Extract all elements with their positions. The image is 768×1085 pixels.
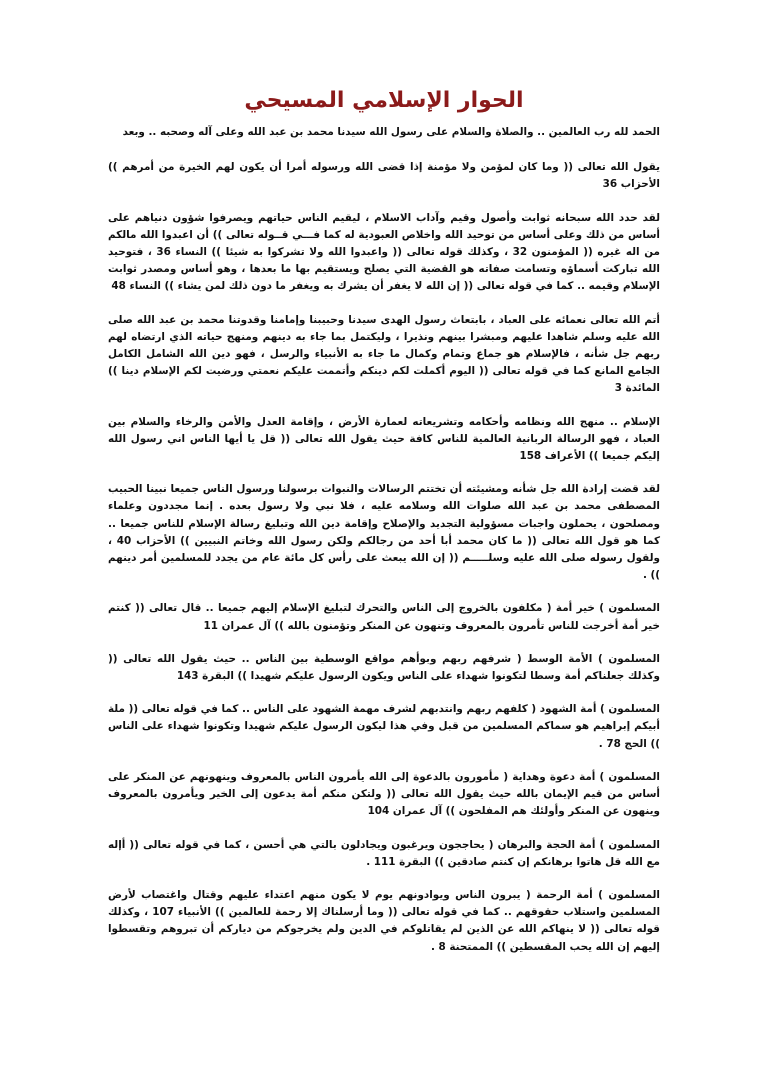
paragraph-final-prophet: لقد قضت إرادة الله جل شأنه ومشيئته أن تختتم الرسالات والنبوات برسولنا ورسول الناس جميعا نبينا الحبيب المصطفى محمد بن عبد الله صلوات الله وسلامه عليه ، فلا نبي ولا رسول بعده . إنما مجددون وعلماء ومصلحون ، يحملون واجبات مسؤولية التجديد والإصلاح وإقامة دين الله وتبليغ رسالة الإسلام للناس جميعا .. كما هو قول الله تعالى (( ما كان محمد أبا أحد من رجالكم ولكن رسول الله وخاتم النبيين )) الأحزاب 40 ، ولقول رسوله صلى الله عليه وسلـــــم (( إن الله يبعث على رأس كل مائة عام من يجدد للمسلمين أمر دينهم )) .	[108, 483, 660, 582]
paragraph-prophet: أتم الله تعالى نعمائه على العباد ، بابتعاث رسول الهدى سيدنا وحبيبنا وإمامنا وقدوتنا محمد بن عبد الله صلى الله عليه وسلم شاهدا عليهم ومبشرا بينهم ونذيرا ، وليكتمل بما جاء به دينهم ومنهج حياته الذي ارتضاه لهم ربهم جل شأنه ، فالإسلام هو جماع وتمام وكمال ما جاء به الأنبياء والرسل ، فهو دين الله الشامل الكامل الجامع المانع كما في قوله تعالى (( اليوم أكملت لكم دينكم وأتممت عليكم نعمتي ورضيت لكم الإسلام دينا )) المائدة 3	[108, 313, 660, 395]
paragraph-witness-nation: المسلمون ) أمة الشهود ( كلفهم ربهم وانتدبهم لشرف مهمة الشهود على الناس .. كما في قوله تعالى (( ملة أبيكم إبراهيم هو سماكم المسلمين من قبل وفي هذا ليكون الرسول عليكم شهيدا وتكونوا شهداء على الناس )) الحج 78 .	[108, 703, 660, 750]
article-body	[108, 124, 660, 972]
page-title: الحوار الإسلامي المسيحي	[244, 88, 524, 113]
paragraph-tawhid: لقد حدد الله سبحانه ثوابت وأصول وقيم وآداب الاسلام ، ليقيم الناس حياتهم ويصرفوا شؤون دنياهم على أساس من ذلك وعلى أساس من توحيد الله واخلاص العبودية له كما فـــي قــوله تعالى )) أن اعبدوا الله مالكم من اله غيره (( المؤمنون 32 ، وكذلك قوله تعالى (( واعبدوا الله ولا تشركوا به شيئا )) النساء 36 ، فتوحيد الله تباركت أسماؤه وتسامت صفاته هو القضية التي يصلح ويستقيم بها ما بعدها ، وهو أساس ومصدر ثوابت الإسلام وقيمه .. كما في قوله تعالى (( إن الله لا يغفر أن يشرك به ويغفر ما دون ذلك لمن يشاء )) النساء 48	[108, 211, 660, 293]
paragraph-mercy-nation: المسلمون ) أمة الرحمة ( يبرون الناس ويوادونهم يوم لا يكون منهم اعتداء عليهم وقتال واغتصاب لأرض المسلمين واستلاب حقوقهم .. كما في قوله تعالى (( وما أرسلناك إلا رحمة للعالمين )) الأنبياء 107 ، وكذلك قوله تعالى (( لا ينهاكم الله عن الذين لم يقاتلوكم في الدين ولم يخرجوكم من دياركم أن تبروهم وتقسطوا إليهم إن الله يحب المقسطين )) الممتحنة 8 .	[108, 888, 660, 953]
paragraph-middle-nation: المسلمون ) الأمة الوسط ( شرفهم ربهم وبوأهم مواقع الوسطية بين الناس .. حيث يقول الله تعالى (( وكذلك جعلناكم أمة وسطا لتكونوا شهداء على الناس ويكون الرسول عليكم شهيدا )) البقرة 143	[108, 652, 660, 683]
paragraph-best-nation: المسلمون ) خير أمة ( مكلفون بالخروج إلى الناس والتحرك لتبليغ الإسلام إليهم جميعا .. قال تعالى (( كنتم خير أمة أخرجت للناس تأمرون بالمعروف وتنهون عن المنكر وتؤمنون بالله )) آل عمران 11	[108, 602, 660, 632]
paragraph-opening: الحمد لله رب العالمين .. والصلاة والسلام على رسول الله سيدنا محمد بن عبد الله وعلى آله وصحبه .. وبعد	[122, 126, 660, 138]
paragraph-islam-system: الإسلام .. منهج الله ونظامه وأحكامه وتشريعاته لعمارة الأرض ، وإقامة العدل والأمن والرخاء والسلام بين العباد ، فهو الرسالة الربانية العالمية للناس كافة حيث يقول الله تعالى (( قل يا أيها الناس اني رسول الله إليكم جميعا )) الأعراف 158	[108, 415, 660, 463]
paragraph-dawah-nation: المسلمون ) أمة دعوة وهداية ( مأمورون بالدعوة إلى الله يأمرون الناس بالمعروف وينهونهم عن المنكر على أساس من قيم الإيمان بالله حيث يقول الله تعالى (( ولتكن منكم أمة يدعون إلى الخير ويأمرون بالمعروف وينهون عن المنكر وأولئك هم المفلحون )) آل عمران 104	[108, 770, 660, 818]
paragraph-ahzab-verse: يقول الله تعالى (( وما كان لمؤمن ولا مؤمنة إذا قضى الله ورسوله أمرا أن يكون لهم الخيرة من أمرهم )) الأحزاب 36	[108, 161, 660, 191]
paragraph-proof-nation: المسلمون ) أمة الحجة والبرهان ( يحاججون ويرغبون ويجادلون بالتي هي أحسن ، كما في قوله تعالى (( أإله مع الله قل هاتوا برهانكم إن كنتم صادقين )) البقرة 111 .	[108, 838, 660, 868]
